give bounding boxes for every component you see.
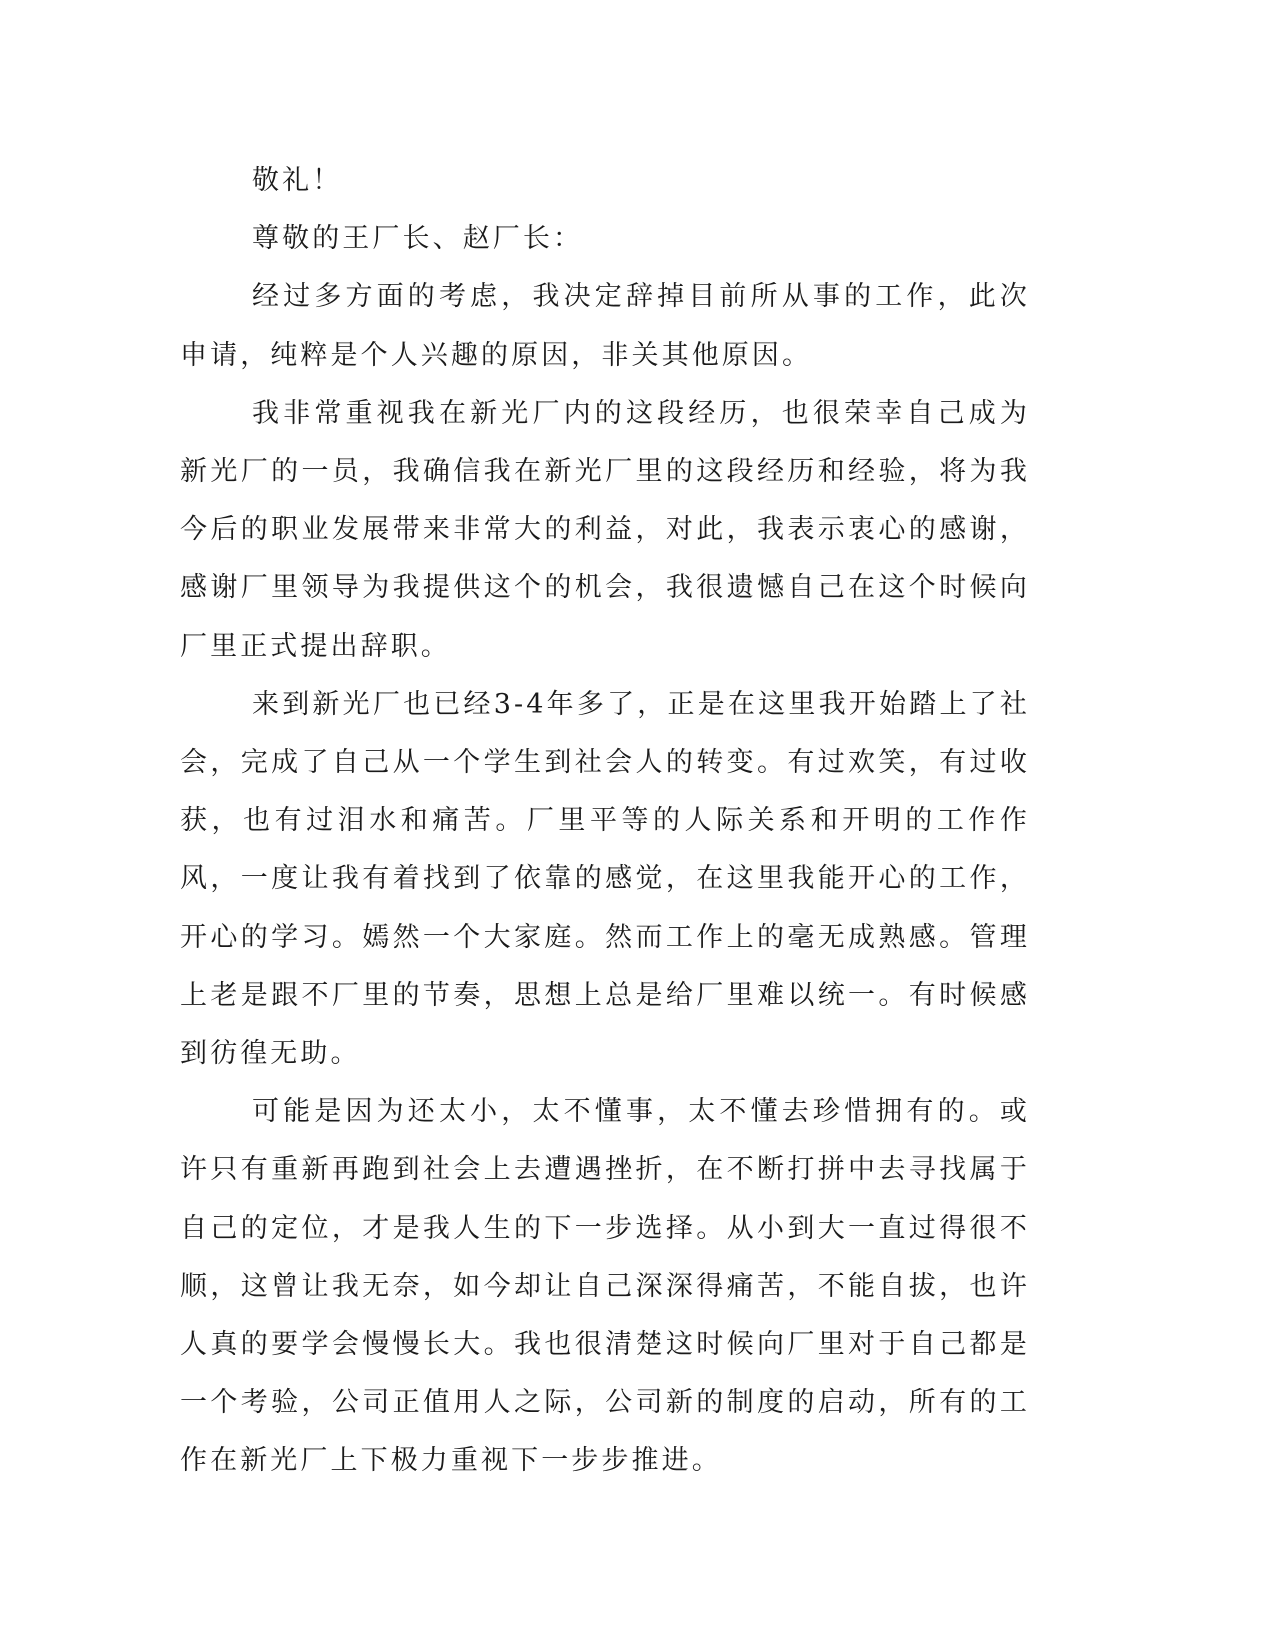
body-paragraph: 来到新光厂也已经3-4年多了，正是在这里我开始踏上了社会，完成了自己从一个学生到社会人的转变。有过欢笑，有过收获，也有过泪水和痛苦。厂里平等的人际关系和开明的工作作风，一度让我有着找到了依靠的感觉，在这里我能开心的工作，开心的学习。嫣然一个大家庭。然而工作上的毫无成熟感。管理上老是跟不厂里的节奏，思想上总是给厂里难以统一。有时候感到彷徨无助。 [180,688,1030,1070]
body-paragraph: 经过多方面的考虑，我决定辞掉目前所从事的工作，此次申请，纯粹是个人兴趣的原因，非关其他原因。 [180,281,1030,371]
closing-salutation: 敬礼！ [252,165,343,196]
body-paragraph: 我非常重视我在新光厂内的这段经历，也很荣幸自己成为新光厂的一员，我确信我在新光厂里的这段经历和经验，将为我今后的职业发展带来非常大的利益，对此，我表示衷心的感谢，感谢厂里领导为我提供这个的机会，我很遗憾自己在这个时候向厂里正式提出辞职。 [180,397,1030,662]
letter-body [180,152,1030,1491]
greeting: 尊敬的王厂长、赵厂长： [252,223,584,255]
body-paragraph: 可能是因为还太小，太不懂事，太不懂去珍惜拥有的。或许只有重新再跑到社会上去遭遇挫折，在不断打拼中去寻找属于自己的定位，才是我人生的下一步选择。从小到大一直过得很不顺，这曾让我无奈，如今却让自己深深得痛苦，不能自拔，也许人真的要学会慢慢长大。我也很清楚这时候向厂里对于自己都是一个考验，公司正值用人之际，公司新的制度的启动，所有的工作在新光厂上下极力重视下一步步推进。 [180,1096,1030,1477]
